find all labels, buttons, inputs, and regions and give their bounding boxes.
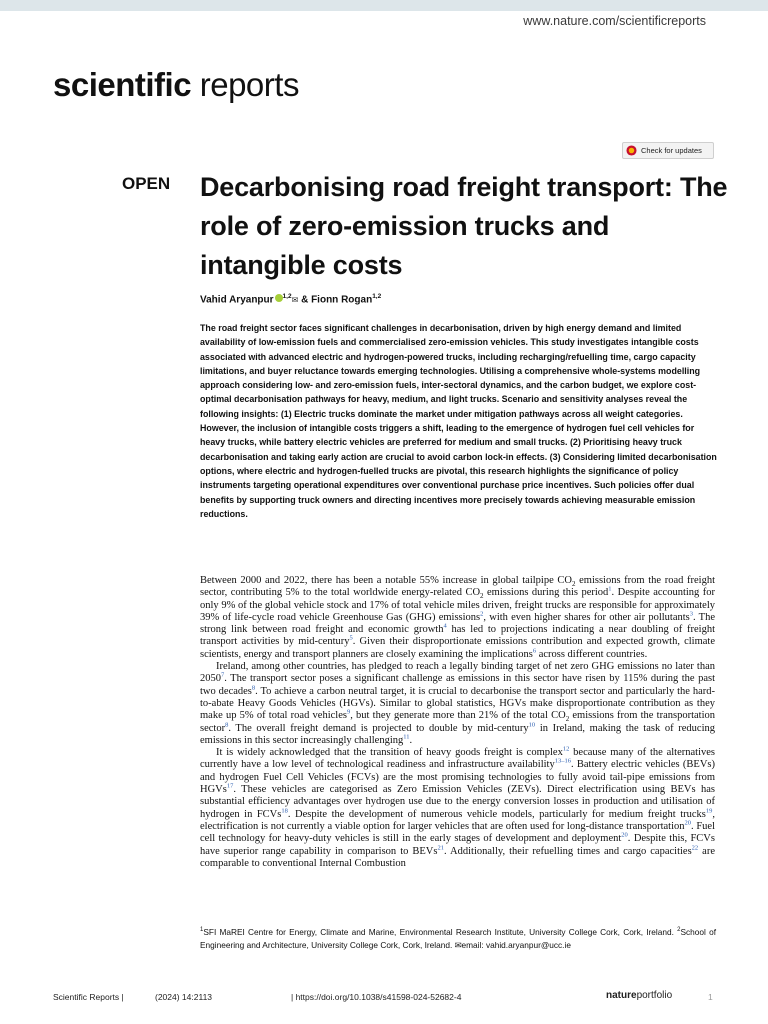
page-footer	[53, 990, 713, 1006]
text-run: Between 2000 and 2022, there has been a notable 55% increase in global tailpipe CO	[200, 575, 572, 586]
page-number: 1	[708, 992, 713, 1002]
citation-ref[interactable]: 11	[403, 733, 410, 741]
citation-ref[interactable]: 4	[443, 622, 447, 630]
journal-logo	[53, 66, 299, 104]
citation-ref[interactable]: 6	[532, 647, 537, 655]
text-run: Ireland, among other countries, has pledged to reach a legally binding target of net zero GHG emissions no later than 2050	[200, 661, 715, 685]
nature-portfolio-logo	[606, 990, 672, 1001]
text-run: . To achieve a carbon neutral target, it is crucial to decarbonise the transport sector and particularly the hard-to-abate Heavy Goods Vehicles (HGVs). Similar to global statistics, HGVs make disproportionate contribution as they make up 5% of total road vehicles	[200, 685, 716, 722]
citation-ref[interactable]: 3	[689, 610, 693, 618]
citation-ref[interactable]: 7	[221, 671, 225, 679]
footer-journal: Scientific Reports |	[53, 992, 124, 1002]
text-run: are comparable to conventional Internal Combustion	[200, 845, 715, 869]
envelope-icon[interactable]: ✉	[291, 295, 299, 305]
text-run: It is widely acknowledged that the transition of heavy goods freight is complex	[216, 747, 563, 759]
citation-ref[interactable]: 20	[621, 831, 628, 839]
citation-ref[interactable]: 2	[480, 610, 484, 618]
check-for-updates-button[interactable]	[622, 142, 714, 159]
article-title: Decarbonising road freight transport: The role of zero-emission trucks and intangible costs	[200, 172, 728, 280]
citation-ref[interactable]: 13–16	[554, 757, 571, 765]
citation-ref[interactable]: 17	[226, 782, 234, 790]
affiliation-text: School of Engineering and Architecture, University College Cork, Cork, Ireland.	[200, 927, 716, 950]
author-list	[200, 293, 381, 305]
text-run: , electrification is not currently a viable option for larger vehicles that are often used for long-distance transportation	[200, 808, 715, 832]
text-run: has led to projections indicating a near doubling of freight transport activities by mid-century	[200, 624, 716, 648]
journal-logo-light: reports	[199, 66, 299, 103]
author-name[interactable]: Vahid Aryanpur	[200, 294, 274, 306]
citation-ref[interactable]: 18	[281, 807, 288, 815]
citation-ref[interactable]: 22	[691, 844, 699, 852]
footer-doi[interactable]: | https://doi.org/10.1038/s41598-024-52682-4	[291, 992, 462, 1002]
citation-ref[interactable]: 19	[705, 807, 713, 815]
citation-ref[interactable]: 8	[251, 684, 256, 692]
contact-email[interactable]: email: vahid.aryanpur@ucc.ie	[461, 940, 571, 950]
logo-light: portfolio	[636, 990, 673, 1001]
text-run: . Battery electric vehicles (BEVs) and hydrogen Fuel Cell Vehicles (FCVs) are the most promising technologies to fully avoid tail-pipe emissions from HGVs	[200, 759, 715, 796]
text-run: emissions from the road freight sector, contributing 5% to the total worldwide energy-related CO	[200, 575, 715, 599]
citation-ref[interactable]: 5	[349, 634, 353, 642]
citation-ref[interactable]: 1	[608, 585, 612, 593]
author-affiliation-ref: 1,2	[282, 293, 292, 300]
text-run: . The transport sector poses a significant challenge as emissions in this sector have risen by 115% during the past two decades	[200, 673, 715, 697]
journal-logo-bold: scientific	[53, 66, 192, 103]
footer-volume: (2024) 14:2113	[155, 992, 213, 1002]
subscript: 2	[565, 715, 570, 724]
text-run: . Given their disproportionate emissions contribution and expected growth, climate scientists, energy and transport planners are closely examining the implications	[200, 636, 715, 660]
paragraph	[200, 575, 715, 661]
text-run: . The strong link between road freight and economic growth	[200, 611, 715, 636]
text-run: , but they generate more than 21% of the total CO	[350, 710, 566, 722]
envelope-icon: ✉	[454, 940, 462, 950]
citation-ref[interactable]: 8	[225, 721, 229, 729]
text-run: . Despite the development of numerous vehicle models, particularly for medium freight trucks	[287, 808, 706, 820]
open-access-label: OPEN	[122, 174, 171, 193]
text-run: . Additionally, their refuelling times and cargo capacities	[443, 845, 692, 857]
subscript: 2	[571, 580, 576, 589]
top-color-bar	[0, 0, 768, 11]
text-run: . Fuel cell technology for heavy-duty vehicles is still in the early stages of development and deployment	[200, 820, 715, 845]
text-run: , with even higher shares for other air pollutants	[483, 611, 690, 623]
author-affiliation-ref: 1,2	[372, 293, 382, 300]
text-run: emissions during this period	[483, 587, 609, 599]
check-updates-icon	[626, 145, 637, 156]
orcid-icon[interactable]	[275, 294, 283, 302]
paragraph	[200, 747, 715, 870]
abstract: The road freight sector faces significant challenges in decarbonisation, driven by high energy demand and limited availability of low-emission fuels and commercialised zero-emission vehicles. This study investigates intangible costs associated with advanced electric and hydrogen-powered trucks, including recharging/refuelling time, cargo capacity limitations, and buyer reluctance towards emerging technologies. Utilising a comprehensive whole-systems modelling approach considering low- and zero-emission fuels, inter-sectoral dynamics, and the carbon budget, we explore cost-optimal decarbonisation pathways for heavy, medium, and light trucks. Scenario and sensitivity analyses reveal the following insights: (1) Electric trucks dominate the market under mitigation pathways across all weight categories. However, the inclusion of intangible costs triggers a shift, leading to the emergence of hydrogen fuel cell vehicles for heavy trucks, while battery electric vehicles are preferred for medium and small trucks. (2) Prioritising heavy truck decarbonisation and taking early action are crucial to avoid carbon lock-in effects. (3) Considering limited decarbonisation options, where electric and hydrogen-fuelled trucks are pivotal, this research highlights the significance of policy instruments targeting operational expenditures over conventional purchase price incentives. Such policies offer dual benefits by supporting truck owners and directing incentives more precisely towards achieving measurable emission reductions.	[200, 323, 717, 519]
text-run: across different countries.	[536, 648, 648, 660]
paragraph	[200, 661, 715, 747]
text-run: . Despite this, FCVs have superior range capability in comparison to BEVs	[200, 833, 715, 857]
citation-ref[interactable]: 20	[684, 819, 691, 827]
affiliation-text: SFI MaREI Centre for Energy, Climate and Marine, Environmental Research Institute, University College Cork, Cork, Ireland.	[203, 927, 678, 937]
text-run: . Despite accounting for only 9% of the global vehicle stock and 17% of total vehicle miles driven, freight trucks are responsible for approximately 39% of life-cycle road vehicle Greenhouse Gas (GHG) emissions	[200, 587, 715, 623]
text-run: emissions from the transportation sector	[200, 710, 715, 734]
citation-ref[interactable]: 9	[346, 708, 351, 716]
citation-ref[interactable]: 21	[437, 844, 444, 852]
affiliations	[200, 926, 716, 952]
text-run: . These vehicles are categorised as Zero Emission Vehicles (ZEVs). Direct electrification using BEVs has substantial efficiency advantages over hydrogen use due to the energy conversion losses in production and utilisation of hydrogen in FCVs	[200, 784, 715, 820]
text-run: because many of the alternatives currently have a low level of technological readiness and infrastructure availability	[200, 747, 715, 771]
check-for-updates-label: Check for updates	[641, 146, 702, 155]
article-body	[200, 575, 715, 870]
citation-ref[interactable]: 12	[562, 745, 570, 753]
author-name[interactable]: & Fionn Rogan	[298, 294, 373, 306]
subscript: 2	[480, 592, 484, 601]
affiliation-number: 2	[677, 927, 681, 934]
text-run: .	[409, 734, 413, 746]
affiliation-number: 1	[200, 927, 204, 934]
journal-url[interactable]: www.nature.com/scientificreports	[523, 14, 706, 28]
text-run: in Ireland, making the task of reducing emissions in this sector increasingly challenging	[200, 722, 715, 746]
citation-ref[interactable]: 10	[528, 721, 536, 729]
text-run: . The overall freight demand is projected to double by mid-century	[228, 722, 529, 734]
logo-bold: nature	[606, 990, 637, 1001]
